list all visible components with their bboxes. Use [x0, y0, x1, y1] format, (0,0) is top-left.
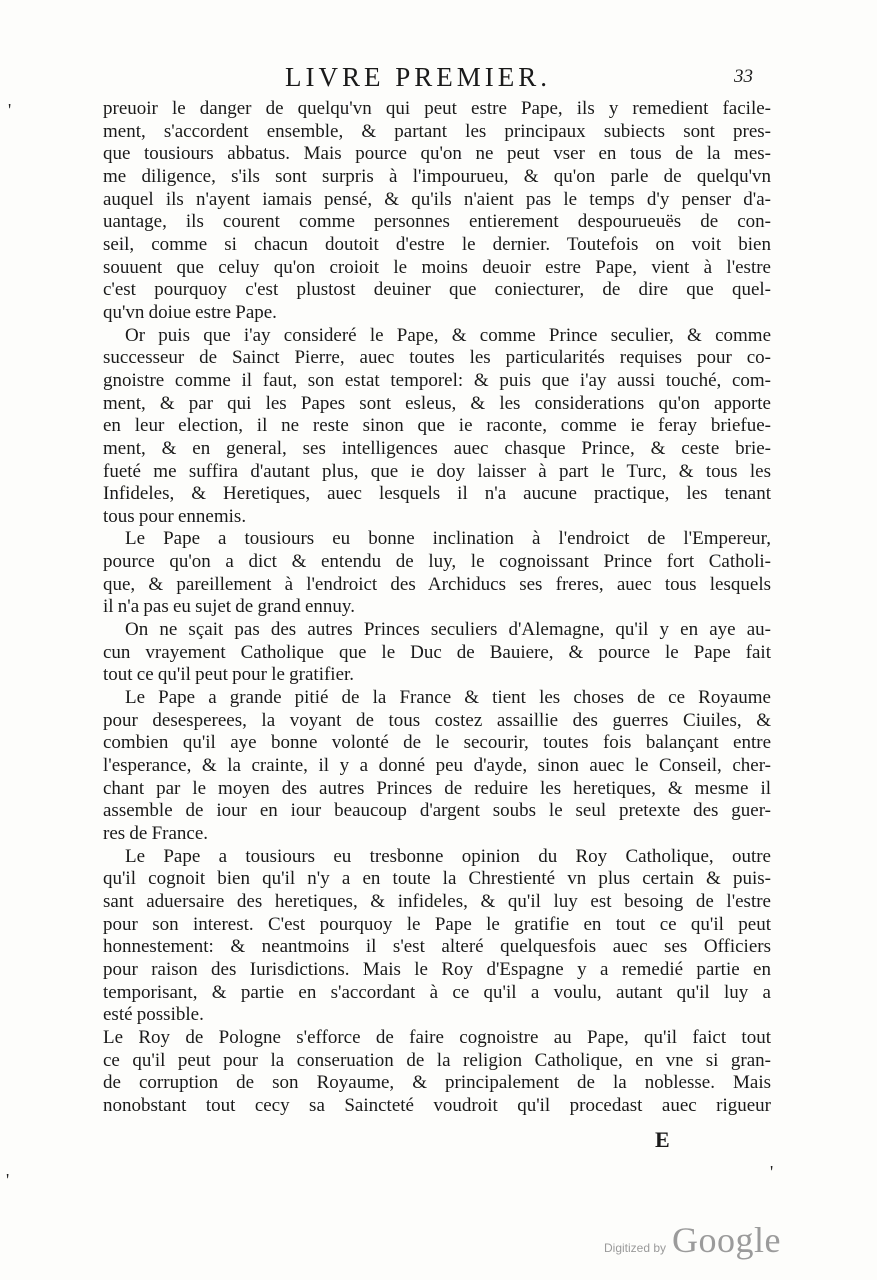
text-line: que tousiours abbatus. Mais pource qu'on ne peut vser en tous de la mes- — [103, 143, 771, 165]
text-line: de corruption de son Royaume, & principalement de la noblesse. Mais — [103, 1072, 771, 1094]
text-line: que, & pareillement à l'endroict des Archiducs ses freres, auec tous lesquels — [103, 573, 771, 595]
running-title: LIVRE PREMIER. — [285, 62, 552, 92]
text-line: en leur election, il ne reste sinon que ie raconte, comme ie feray briefue- — [103, 415, 771, 437]
digitized-watermark — [604, 1219, 781, 1261]
text-line: l'esperance, & la crainte, il y a donné peu d'ayde, sinon auec le Conseil, cher- — [103, 755, 771, 777]
text-line: preuoir le danger de quelqu'vn qui peut estre Pape, ils y remedient facile- — [103, 98, 771, 119]
text-line: Le Pape a tousiours eu bonne inclination à l'endroict de l'Empereur, — [125, 528, 771, 550]
text-line: assemble de iour en iour beaucoup d'argent soubs le seul pretexte des guer- — [103, 800, 771, 822]
page-number: 33 — [734, 66, 753, 87]
text-line: gnoistre comme il faut, son estat temporel: & puis que i'ay aussi touché, com- — [103, 369, 771, 391]
text-line: tous pour ennemis. — [103, 505, 247, 527]
text-line: ment, & en general, ses intelligences auec chasque Prince, & ceste brie- — [103, 437, 771, 459]
text-line: tout ce qu'il peut pour le gratifier. — [103, 664, 355, 686]
text-line: esté possible. — [103, 1004, 204, 1026]
text-line: ment, s'accordent ensemble, & partant les principaux subiects sont pres- — [103, 120, 771, 142]
text-line: successeur de Sainct Pierre, auec toutes les particularités requises pour co- — [103, 347, 771, 369]
text-line: qu'il cognoit bien qu'il n'y a en toute la Chrestienté vn plus certain & puis- — [103, 868, 771, 890]
text-line: pource qu'on a dict & entendu de luy, le cognoissant Prince fort Catholi- — [103, 551, 771, 573]
margin-mark: ' — [8, 100, 12, 120]
digitized-label: Digitized by — [604, 1241, 667, 1255]
text-line: sant aduersaire des heretiques, & infideles, & qu'il luy est besoing de l'estre — [103, 890, 771, 912]
margin-mark: ' — [770, 1162, 774, 1182]
text-line: Le Pape a tousiours eu tresbonne opinion du Roy Catholique, outre — [125, 845, 771, 867]
margin-mark: ' — [6, 1170, 10, 1190]
text-line: il n'a pas eu sujet de grand ennuy. — [103, 596, 355, 618]
text-line: cun vrayement Catholique que le Duc de Bauiere, & pource le Pape fait — [103, 641, 771, 663]
text-line: uantage, ils courent comme personnes entierement despourueuës de con- — [103, 211, 771, 233]
google-logo: Google — [672, 1220, 782, 1260]
text-line: combien qu'il aye bonne volonté de le secourir, toutes fois balançant entre — [103, 732, 771, 754]
text-line: pour raison des Iurisdictions. Mais le Roy d'Espagne y a remedié partie en — [103, 958, 771, 980]
text-line: souuent que celuy qu'on croioit le moins deuoir estre Pape, vient à l'estre — [103, 256, 771, 278]
text-line: temporisant, & partie en s'accordant à ce qu'il a voulu, autant qu'il luy a — [103, 981, 771, 1003]
text-line: Le Pape a grande pitié de la France & tient les choses de ce Royaume — [125, 687, 771, 709]
text-line: qu'vn doiue estre Pape. — [103, 301, 277, 323]
text-line: Infideles, & Heretiques, auec lesquels il n'a aucune practique, les tenant — [103, 483, 771, 505]
text-line: c'est pourquoy c'est plustost deuiner que coniecturer, de dire que quel- — [103, 279, 771, 301]
body-text — [103, 98, 771, 1118]
text-line: pour desesperees, la voyant de tous costez assaillie des guerres Ciuiles, & — [103, 709, 771, 731]
text-line: chant par le moyen des autres Princes de reduire les heretiques, & mesme il — [103, 777, 771, 799]
text-line: auquel ils n'ayent iamais pensé, & qu'ils n'aient pas le temps d'y penser d'a- — [103, 188, 771, 210]
text-line: me diligence, s'ils sont surpris à l'impourueu, & qu'on parle de quelqu'vn — [103, 165, 771, 187]
text-line: pour son interest. C'est pourquoy le Pape le gratifie en tout ce qu'il peut — [103, 913, 771, 935]
text-line: ment, & par qui les Papes sont esleus, & les considerations qu'on apporte — [103, 392, 771, 414]
signature-mark: E — [655, 1127, 670, 1152]
text-line: ce qu'il peut pour la conseruation de la religion Catholique, en vne si gran- — [103, 1049, 771, 1071]
text-line: res de France. — [103, 823, 209, 844]
text-line: honnestement: & neantmoins il s'est alteré quelquesfois auec ses Officiers — [103, 936, 771, 958]
text-line: seil, comme si chacun doutoit d'estre le dernier. Toutefois on voit bien — [103, 233, 771, 255]
text-line: Le Roy de Pologne s'efforce de faire cognoistre au Pape, qu'il faict tout — [103, 1026, 771, 1048]
text-line: fueté me suffira d'autant plus, que ie doy laisser à part le Turc, & tous les — [103, 460, 771, 482]
text-line: On ne sçait pas des autres Princes seculiers d'Alemagne, qu'il y en aye au- — [125, 619, 771, 641]
text-line: nonobstant tout cecy sa Saincteté voudroit qu'il procedast auec rigueur — [103, 1094, 771, 1116]
text-line: Or puis que i'ay consideré le Pape, & comme Prince seculier, & comme — [125, 324, 771, 346]
